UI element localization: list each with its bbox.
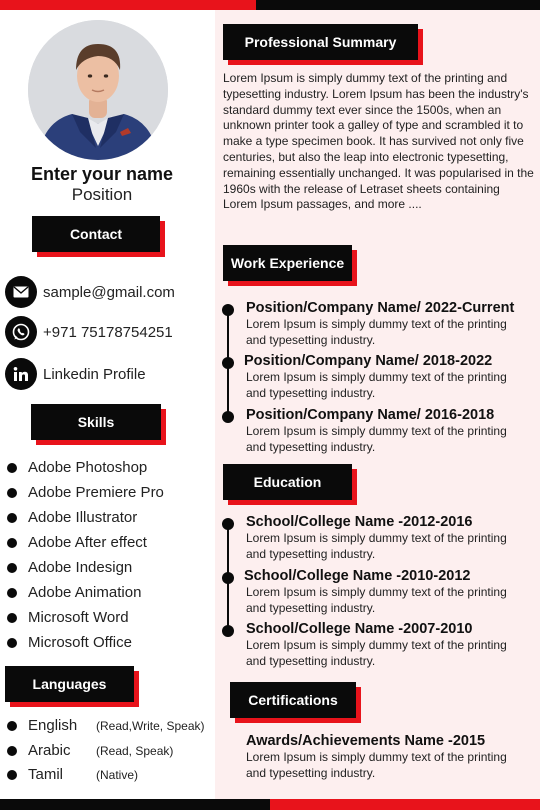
language-item: [7, 742, 174, 759]
education-header: [223, 464, 352, 500]
contact-email[interactable]: [5, 276, 175, 308]
candidate-position: Position: [71, 185, 133, 204]
timeline-dot-icon: [222, 304, 234, 316]
bullet-icon: [7, 613, 17, 623]
contact-email-text: sample@gmail.com: [43, 283, 175, 301]
work-item-line: Lorem Ipsum is simply dummy text of the printing: [246, 370, 507, 384]
skill-label: Microsoft Office: [28, 634, 132, 651]
language-item: [7, 717, 205, 734]
skill-label: Adobe Indesign: [28, 559, 133, 576]
bottom-accent-bar-red: [270, 799, 540, 810]
education-item-line: Lorem Ipsum is simply dummy text of the printing: [246, 638, 507, 652]
skill-item: [7, 634, 132, 651]
language-name: Arabic: [28, 742, 71, 759]
language-level: (Native): [96, 767, 139, 782]
certification-description: [246, 750, 540, 781]
bullet-icon: [7, 463, 17, 473]
profile-photo-illustration: [28, 20, 168, 160]
work-item-title: Position/Company Name/ 2018-2022: [244, 353, 493, 369]
summary-header-label: Professional Summary: [223, 24, 418, 60]
contact-phone-text: +971 75178754251: [43, 323, 173, 341]
whatsapp-icon: [5, 316, 37, 348]
skill-item: [7, 459, 147, 476]
timeline-dot-icon: [222, 411, 234, 423]
education-item-line: Lorem Ipsum is simply dummy text of the printing: [246, 585, 507, 599]
work-item-title: Position/Company Name/ 2016-2018: [246, 407, 495, 423]
contact-header-label: Contact: [32, 216, 160, 252]
language-level: (Read,Write, Speak): [96, 718, 205, 733]
candidate-name: Enter your name: [30, 164, 174, 184]
education-item-title: School/College Name -2010-2012: [244, 568, 471, 584]
skill-label: Adobe Premiere Pro: [28, 484, 164, 501]
education-item-line: and typesetting industry.: [246, 600, 376, 615]
skill-label: Adobe After effect: [28, 534, 147, 551]
work-item-description: [246, 370, 540, 401]
certifications-header: [230, 682, 356, 718]
bullet-icon: [7, 746, 17, 756]
timeline-dot-icon: [222, 625, 234, 637]
skill-item: [7, 509, 137, 526]
education-item-title: School/College Name -2012-2016: [246, 514, 473, 530]
bullet-icon: [7, 538, 17, 548]
languages-header-label: Languages: [5, 666, 134, 702]
work-item-title: Position/Company Name/ 2022-Current: [246, 300, 515, 316]
linkedin-icon: [5, 358, 37, 390]
profile-photo: [28, 20, 168, 160]
timeline-dot-icon: [222, 357, 234, 369]
education-item-description: [246, 638, 540, 669]
certification-title: Awards/Achievements Name -2015: [246, 733, 486, 749]
education-header-label: Education: [223, 464, 352, 500]
work-item-line: and typesetting industry.: [246, 332, 376, 347]
bullet-icon: [7, 721, 17, 731]
certification-line: and typesetting industry.: [246, 765, 376, 780]
work-header: [223, 245, 352, 281]
skill-label: Adobe Animation: [28, 584, 142, 601]
education-item-line: Lorem Ipsum is simply dummy text of the printing: [246, 531, 507, 545]
language-level: (Read, Speak): [96, 743, 174, 758]
summary-text: Lorem Ipsum is simply dummy text of the printing and typesetting industry. Lorem Ipsum has been the industry's standard dummy text ever since the 1500s, when an unknown printer took a galley of type and scrambled it to make a type specimen book. It has survived not only five centuries, but also the leap into electronic typesetting, remaining essentially unchanged. It was popularised in the 1960s with the release of Letraset sheets containing Lorem Ipsum passages, and more ....: [223, 71, 534, 212]
skills-header-label: Skills: [31, 404, 161, 440]
skill-item: [7, 534, 147, 551]
skill-label: Microsoft Word: [28, 609, 129, 626]
work-item-line: and typesetting industry.: [246, 385, 376, 400]
bullet-icon: [7, 513, 17, 523]
certification-line: Lorem Ipsum is simply dummy text of the printing: [246, 750, 507, 764]
contact-linkedin[interactable]: [5, 358, 146, 390]
certifications-header-label: Certifications: [230, 682, 356, 718]
education-item-line: and typesetting industry.: [246, 546, 376, 561]
work-item-line: Lorem Ipsum is simply dummy text of the printing: [246, 317, 507, 331]
contact-linkedin-text: Linkedin Profile: [43, 365, 146, 383]
skill-item: [7, 584, 141, 601]
work-item-description: [246, 424, 540, 455]
bullet-icon: [7, 770, 17, 780]
summary-header: [223, 24, 418, 60]
education-item-description: [246, 531, 540, 562]
email-icon: [5, 276, 37, 308]
education-item-description: [246, 585, 540, 616]
skill-item: [7, 484, 164, 501]
work-header-label: Work Experience: [223, 245, 352, 281]
work-item-description: [246, 317, 540, 348]
bullet-icon: [7, 588, 17, 598]
timeline-dot-icon: [222, 518, 234, 530]
bullet-icon: [7, 488, 17, 498]
bullet-icon: [7, 638, 17, 648]
work-item-line: Lorem Ipsum is simply dummy text of the printing: [246, 424, 507, 438]
contact-phone[interactable]: [5, 316, 173, 348]
skills-header: [31, 404, 161, 440]
language-item: [7, 766, 139, 783]
top-accent-bar-black: [256, 0, 540, 10]
timeline-dot-icon: [222, 572, 234, 584]
skill-label: Adobe Photoshop: [28, 459, 148, 476]
languages-header: [5, 666, 134, 702]
bottom-accent-bar-black: [0, 799, 270, 810]
language-name: English: [28, 717, 78, 734]
education-item-title: School/College Name -2007-2010: [246, 621, 473, 637]
contact-header: [32, 216, 160, 252]
language-name: Tamil: [28, 766, 64, 783]
skill-item: [7, 609, 129, 626]
education-item-line: and typesetting industry.: [246, 653, 376, 668]
bullet-icon: [7, 563, 17, 573]
skill-label: Adobe Illustrator: [28, 509, 138, 526]
skill-item: [7, 559, 132, 576]
work-item-line: and typesetting industry.: [246, 439, 376, 454]
top-accent-bar-red: [0, 0, 256, 10]
